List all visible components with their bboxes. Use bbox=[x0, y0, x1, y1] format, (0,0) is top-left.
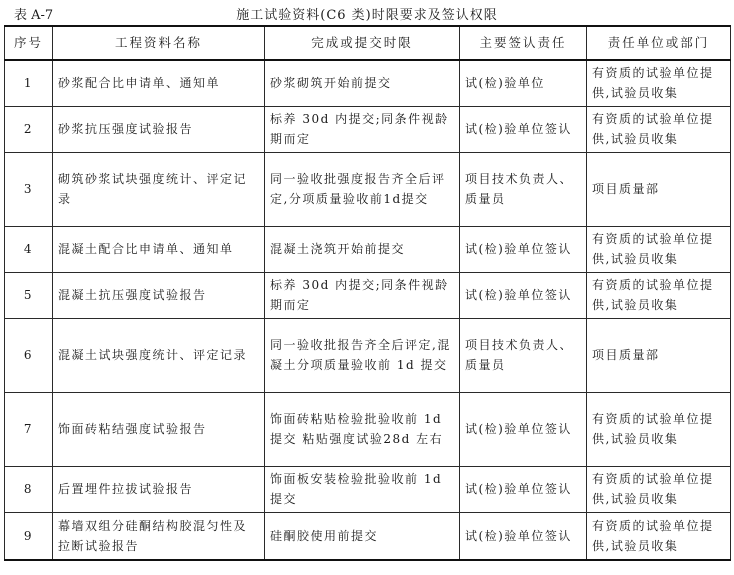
row-limit: 硅酮胶使用前提交 bbox=[265, 512, 460, 560]
row-dept: 有资质的试验单位提供,试验员收集 bbox=[587, 466, 731, 512]
row-no: 4 bbox=[5, 226, 53, 272]
table-row bbox=[5, 60, 731, 106]
row-sign: 项目技术负责人、质量员 bbox=[460, 152, 587, 226]
row-dept: 项目质量部 bbox=[587, 318, 731, 392]
table-row bbox=[5, 152, 731, 226]
requirements-table bbox=[4, 25, 731, 561]
table-row bbox=[5, 272, 731, 318]
row-dept: 有资质的试验单位提供,试验员收集 bbox=[587, 60, 731, 106]
header-sign: 主要签认责任 bbox=[460, 26, 587, 60]
row-name: 砌筑砂浆试块强度统计、评定记录 bbox=[53, 152, 265, 226]
row-name: 混凝土试块强度统计、评定记录 bbox=[53, 318, 265, 392]
row-sign: 项目技术负责人、质量员 bbox=[460, 318, 587, 392]
header-dept: 责任单位或部门 bbox=[587, 26, 731, 60]
row-sign: 试(检)验单位 bbox=[460, 60, 587, 106]
row-dept: 项目质量部 bbox=[587, 152, 731, 226]
row-dept: 有资质的试验单位提供,试验员收集 bbox=[587, 392, 731, 466]
table-row bbox=[5, 392, 731, 466]
row-limit: 混凝土浇筑开始前提交 bbox=[265, 226, 460, 272]
row-no: 1 bbox=[5, 60, 53, 106]
row-limit: 砂浆砌筑开始前提交 bbox=[265, 60, 460, 106]
row-name: 后置埋件拉拔试验报告 bbox=[53, 466, 265, 512]
table-row bbox=[5, 512, 731, 560]
row-no: 3 bbox=[5, 152, 53, 226]
table-row bbox=[5, 226, 731, 272]
row-dept: 有资质的试验单位提供,试验员收集 bbox=[587, 106, 731, 152]
row-limit: 同一验收批报告齐全后评定,混凝土分项质量验收前 1d 提交 bbox=[265, 318, 460, 392]
row-name: 饰面砖粘结强度试验报告 bbox=[53, 392, 265, 466]
row-name: 砂浆配合比申请单、通知单 bbox=[53, 60, 265, 106]
row-sign: 试(检)验单位签认 bbox=[460, 466, 587, 512]
row-limit: 饰面砖粘贴检验批验收前 1d 提交 粘贴强度试验28d 左右 bbox=[265, 392, 460, 466]
row-dept: 有资质的试验单位提供,试验员收集 bbox=[587, 226, 731, 272]
row-sign: 试(检)验单位签认 bbox=[460, 392, 587, 466]
row-name: 幕墙双组分硅酮结构胶混匀性及拉断试验报告 bbox=[53, 512, 265, 560]
row-name: 砂浆抗压强度试验报告 bbox=[53, 106, 265, 152]
row-dept: 有资质的试验单位提供,试验员收集 bbox=[587, 512, 731, 560]
header-limit: 完成或提交时限 bbox=[265, 26, 460, 60]
row-limit: 同一验收批强度报告齐全后评定,分项质量验收前1d提交 bbox=[265, 152, 460, 226]
row-name: 混凝土配合比申请单、通知单 bbox=[53, 226, 265, 272]
row-no: 6 bbox=[5, 318, 53, 392]
row-no: 7 bbox=[5, 392, 53, 466]
row-sign: 试(检)验单位签认 bbox=[460, 512, 587, 560]
table-row bbox=[5, 466, 731, 512]
row-limit: 标养 30d 内提交;同条件视龄期而定 bbox=[265, 272, 460, 318]
row-sign: 试(检)验单位签认 bbox=[460, 272, 587, 318]
row-no: 5 bbox=[5, 272, 53, 318]
row-name: 混凝土抗压强度试验报告 bbox=[53, 272, 265, 318]
table-title: 施工试验资料(C6 类)时限要求及签认权限 bbox=[236, 8, 498, 23]
row-no: 2 bbox=[5, 106, 53, 152]
row-sign: 试(检)验单位签认 bbox=[460, 226, 587, 272]
row-limit: 饰面板安装检验批验收前 1d 提交 bbox=[265, 466, 460, 512]
row-limit: 标养 30d 内提交;同条件视龄期而定 bbox=[265, 106, 460, 152]
table-number: 表 A-7 bbox=[14, 8, 54, 23]
row-no: 8 bbox=[5, 466, 53, 512]
row-dept: 有资质的试验单位提供,试验员收集 bbox=[587, 272, 731, 318]
header-row bbox=[5, 26, 731, 60]
row-no: 9 bbox=[5, 512, 53, 560]
header-no: 序号 bbox=[5, 26, 53, 60]
table-row bbox=[5, 106, 731, 152]
row-sign: 试(检)验单位签认 bbox=[460, 106, 587, 152]
table-row bbox=[5, 318, 731, 392]
table-caption bbox=[0, 0, 734, 24]
header-name: 工程资料名称 bbox=[53, 26, 265, 60]
